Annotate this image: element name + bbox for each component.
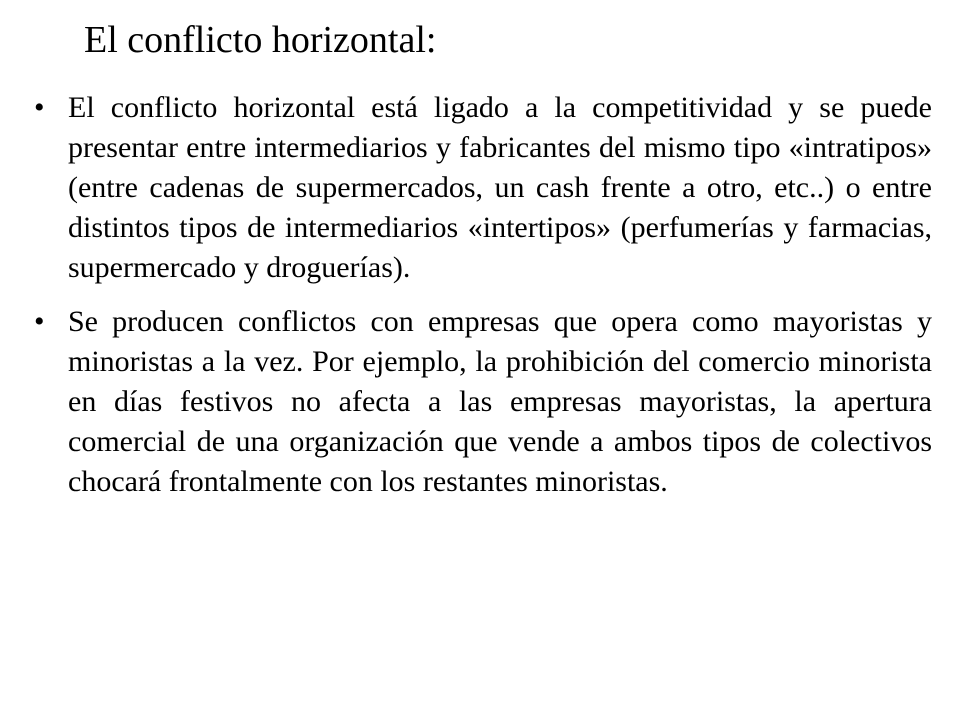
- bullet-list: [28, 88, 932, 516]
- bullet-text: Se producen conflictos con empresas que opera como mayoristas y minoristas a la vez. Por ejemplo, la prohibición del comercio minorista en días festivos no afecta a las empresas mayoristas, la apertura comercial de una organización que vende a ambos tipos de colectivos chocará frontalmente con los restantes minoristas.: [68, 305, 932, 498]
- bullet-marker: •: [34, 305, 45, 338]
- slide-title: El conflicto horizontal:: [84, 19, 437, 61]
- bullet-item: [28, 88, 932, 288]
- bullet-marker: •: [34, 91, 45, 124]
- bullet-text: El conflicto horizontal está ligado a la competitividad y se puede presentar entre intermediarios y fabricantes del mismo tipo «intratipos» (entre cadenas de supermercados, un cash frente a otro, etc..) o entre distintos tipos de intermediarios «intertipos» (perfumerías y farmacias, supermercado y droguerías).: [68, 91, 932, 284]
- bullet-item: [28, 302, 932, 502]
